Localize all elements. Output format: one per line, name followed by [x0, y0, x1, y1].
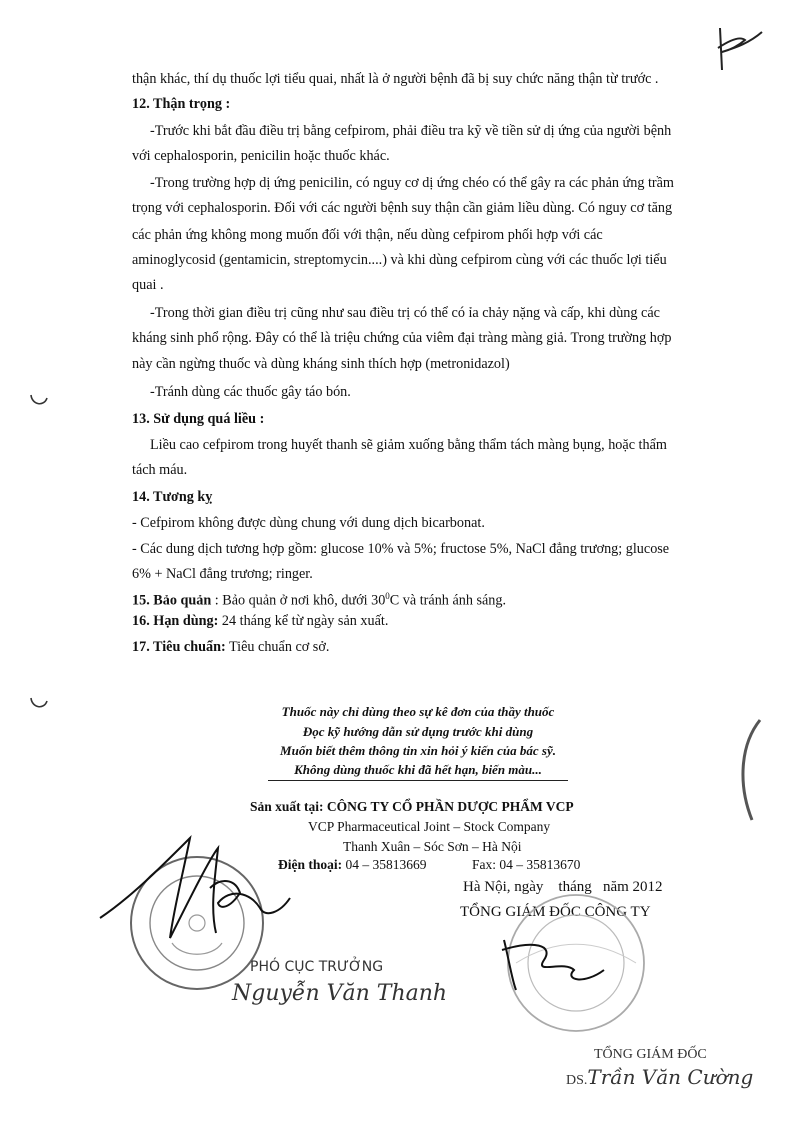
notice-line: Thuốc này chỉ dùng theo sự kê đơn của thầy thuốc	[281, 704, 555, 719]
section-17-text: Tiêu chuẩn cơ sở.	[225, 639, 330, 655]
notice-divider	[268, 780, 568, 781]
manufacturer-label: Sản xuất tại:	[250, 799, 324, 814]
section-13-heading: 13. Sử dụng quá liều :	[132, 411, 265, 427]
section-12-heading: 12. Thận trọng :	[132, 96, 231, 112]
punch-hole-mark	[28, 695, 50, 713]
deputy-director-title: PHÓ CỤC TRƯỞNG	[250, 959, 384, 975]
paragraph-line: kháng sinh phổ rộng. Đây có thể là triệu chứng của viêm đại tràng màng giả. Trong trường hợp	[132, 330, 672, 346]
deputy-director-name: Nguyễn Văn Thanh	[232, 981, 448, 1006]
general-director-name: Trần Văn Cường	[587, 1065, 754, 1089]
paragraph-line: Liều cao cefpirom trong huyết thanh sẽ giảm xuống bằng thẩm tách màng bụng, hoặc thẩm	[150, 437, 667, 453]
section-16-text: 24 tháng kể từ ngày sản xuất.	[218, 613, 389, 629]
paragraph-line: các phản ứng không mong muốn đối với thận, nếu dùng cefpirom phối hợp với các	[132, 227, 603, 243]
paragraph-line: này cần ngừng thuốc và dùng kháng sinh thích hợp (metronidazol)	[132, 356, 510, 372]
section-15-label: 15. Bảo quản	[132, 592, 212, 609]
phone-number: 04 – 35813669	[342, 857, 427, 872]
paragraph-line: -Tránh dùng các thuốc gây táo bón.	[150, 384, 351, 400]
manufacturer-name: CÔNG TY CỔ PHẦN DƯỢC PHẨM VCP	[323, 799, 574, 814]
general-director-title: TỔNG GIÁM ĐỐC	[594, 1047, 707, 1062]
manufacturer-line	[250, 798, 574, 816]
notice-line: Muốn biết thêm thông tin xin hỏi ý kiến của bác sỹ.	[280, 743, 556, 758]
general-director-prefix: DS.	[566, 1073, 588, 1088]
paragraph-line: quai .	[132, 277, 164, 293]
edge-stamp-fragment	[730, 715, 770, 825]
company-director-title: TỔNG GIÁM ĐỐC CÔNG TY	[460, 904, 651, 920]
place-date: Hà Nội, ngày tháng năm 2012	[463, 879, 663, 895]
section-16-line	[132, 612, 388, 630]
degree-superscript: 0	[385, 591, 390, 601]
intro-line: thận khác, thí dụ thuốc lợi tiểu quai, nhất là ở người bệnh đã bị suy chức năng thận từ trước .	[132, 71, 659, 87]
paragraph-line: - Các dung dịch tương hợp gồm: glucose 10% và 5%; fructose 5%, NaCl đẳng trương; glucose	[132, 541, 670, 557]
paragraph-line: tách máu.	[132, 462, 188, 478]
paragraph-line: với cephalosporin, penicilin hoặc thuốc khác.	[132, 148, 390, 164]
manufacturer-address: Thanh Xuân – Sóc Sơn – Hà Nội	[343, 839, 522, 854]
general-director-name-line	[566, 1065, 754, 1090]
director-signature	[494, 930, 624, 1000]
paragraph-line: aminoglycosid (gentamicin, streptomycin....) và khi dùng cefpirom cùng với các thuốc lợi tiểu	[132, 252, 667, 268]
notice-line: Đọc kỹ hướng dẫn sử dụng trước khi dùng	[302, 724, 534, 739]
paragraph-line: 6% + NaCl đẳng trương; ringer.	[132, 566, 313, 582]
paragraph-line: - Cefpirom không được dùng chung với dung dịch bicarbonat.	[132, 515, 485, 531]
corner-initials-mark	[700, 18, 780, 78]
punch-hole-mark	[28, 392, 50, 410]
phone-label: Điện thoại:	[278, 857, 343, 872]
section-17-label: 17. Tiêu chuẩn:	[132, 639, 226, 655]
official-signature	[90, 818, 310, 978]
section-14-heading: 14. Tương kỵ	[132, 489, 213, 505]
notice-line: Không dùng thuốc khi đã hết hạn, biến màu...	[294, 762, 542, 777]
paragraph-line: -Trước khi bắt đầu điều trị bằng cefpirom, phải điều tra kỹ về tiền sử dị ứng của người bệnh	[150, 123, 672, 139]
fax-number: Fax: 04 – 35813670	[472, 857, 581, 872]
section-15-text-end: C và tránh ánh sáng.	[389, 592, 507, 609]
paragraph-line: -Trong trường hợp dị ứng penicilin, có nguy cơ dị ứng chéo có thể gây ra các phản ứng trầm	[150, 175, 674, 191]
section-15-text: : Bảo quản ở nơi khô, dưới 30	[211, 592, 386, 609]
section-15-line	[132, 587, 506, 610]
paragraph-line: trọng với cephalosporin. Đối với các người bệnh suy thận cần giảm liều dùng. Có nguy cơ tăng	[132, 200, 673, 216]
manufacturer-english-name: VCP Pharmaceutical Joint – Stock Company	[308, 819, 551, 834]
section-16-label: 16. Hạn dùng:	[132, 613, 219, 629]
section-17-line	[132, 638, 329, 656]
paragraph-line: -Trong thời gian điều trị cũng như sau điều trị có thể có ỉa chảy nặng và cấp, khi dùng các	[150, 305, 660, 321]
